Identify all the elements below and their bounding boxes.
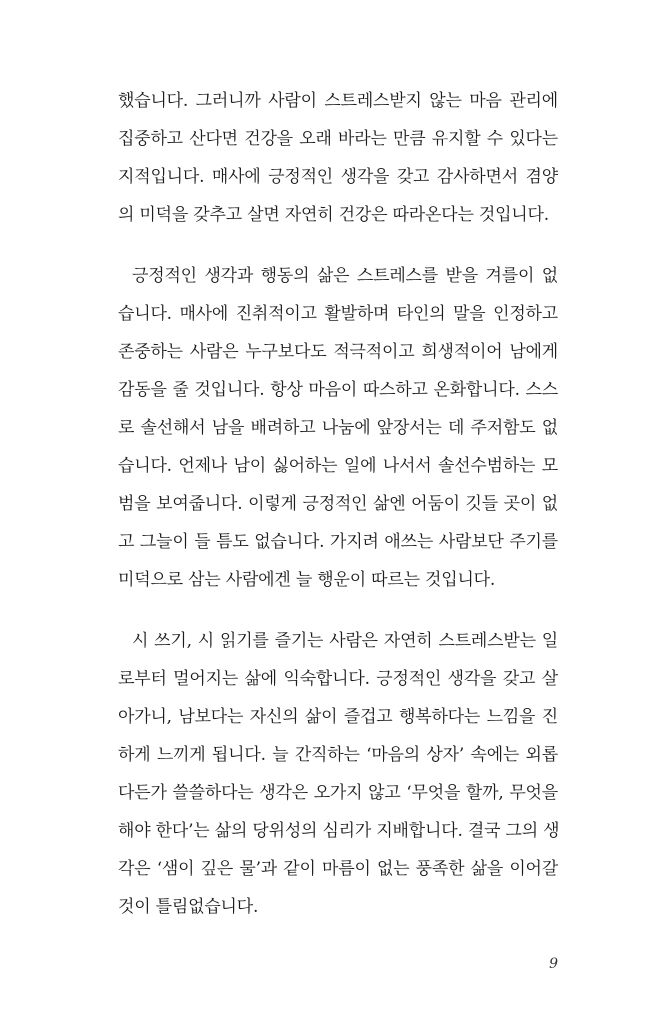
paragraph-line: 각은 ‘샘이 깊은 물’과 같이 마름이 없는 풍족한 삶을 이어갈 xyxy=(118,859,558,879)
paragraph-line: 습니다. 매사에 진취적이고 활발하며 타인의 말을 인정하고 xyxy=(118,304,558,324)
paragraph-3 xyxy=(118,622,558,926)
paragraph-line: 로부터 멀어지는 삶에 익숙합니다. 긍정적인 생각을 갖고 살 xyxy=(118,669,558,689)
paragraph-line: 고 그늘이 들 틈도 없습니다. 가지려 애쓰는 사람보단 주기를 xyxy=(118,532,558,552)
paragraph-line: 범을 보여줍니다. 이렇게 긍정적인 삶엔 어둠이 깃들 곳이 없 xyxy=(118,494,558,514)
paragraph-line: 시 쓰기, 시 읽기를 즐기는 사람은 자연히 스트레스받는 일 xyxy=(132,631,558,651)
paragraph-line: 집중하고 산다면 건강을 오래 바라는 만큼 유지할 수 있다는 xyxy=(118,129,558,149)
paragraph-line: 지적입니다. 매사에 긍정적인 생각을 갖고 감사하면서 겸양 xyxy=(118,167,558,187)
paragraph-2 xyxy=(118,257,558,599)
paragraph-line: 아가니, 남보다는 자신의 삶이 즐겁고 행복하다는 느낌을 진 xyxy=(118,707,558,727)
paragraph-line: 감동을 줄 것입니다. 항상 마음이 따스하고 온화합니다. 스스 xyxy=(118,380,558,400)
paragraph-line: 것이 틀림없습니다. xyxy=(118,897,259,917)
paragraph-line: 의 미덕을 갖추고 살면 자연히 건강은 따라온다는 것입니다. xyxy=(118,205,549,225)
paragraph-line: 미덕으로 삼는 사람에겐 늘 행운이 따르는 것입니다. xyxy=(118,570,496,590)
paragraph-line: 해야 한다’는 삶의 당위성의 심리가 지배합니다. 결국 그의 생 xyxy=(118,821,560,841)
paragraph-line: 존중하는 사람은 누구보다도 적극적이고 희생적이어 남에게 xyxy=(118,342,558,362)
paragraph-line: 긍정적인 생각과 행동의 삶은 스트레스를 받을 겨를이 없 xyxy=(132,266,558,286)
paragraph-line: 다든가 쓸쓸하다는 생각은 오가지 않고 ‘무엇을 할까, 무엇을 xyxy=(118,783,558,803)
paragraph-line: 습니다. 언제나 남이 싫어하는 일에 나서서 솔선수범하는 모 xyxy=(118,456,558,476)
paragraph-line: 로 솔선해서 남을 배려하고 나눔에 앞장서는 데 주저함도 없 xyxy=(118,418,558,438)
paragraph-line: 했습니다. 그러니까 사람이 스트레스받지 않는 마음 관리에 xyxy=(118,91,558,111)
page-number: 9 xyxy=(549,956,558,972)
paragraph-1 xyxy=(118,82,558,234)
paragraph-line: 하게 느끼게 됩니다. 늘 간직하는 ‘마음의 상자’ 속에는 외롭 xyxy=(118,745,558,765)
